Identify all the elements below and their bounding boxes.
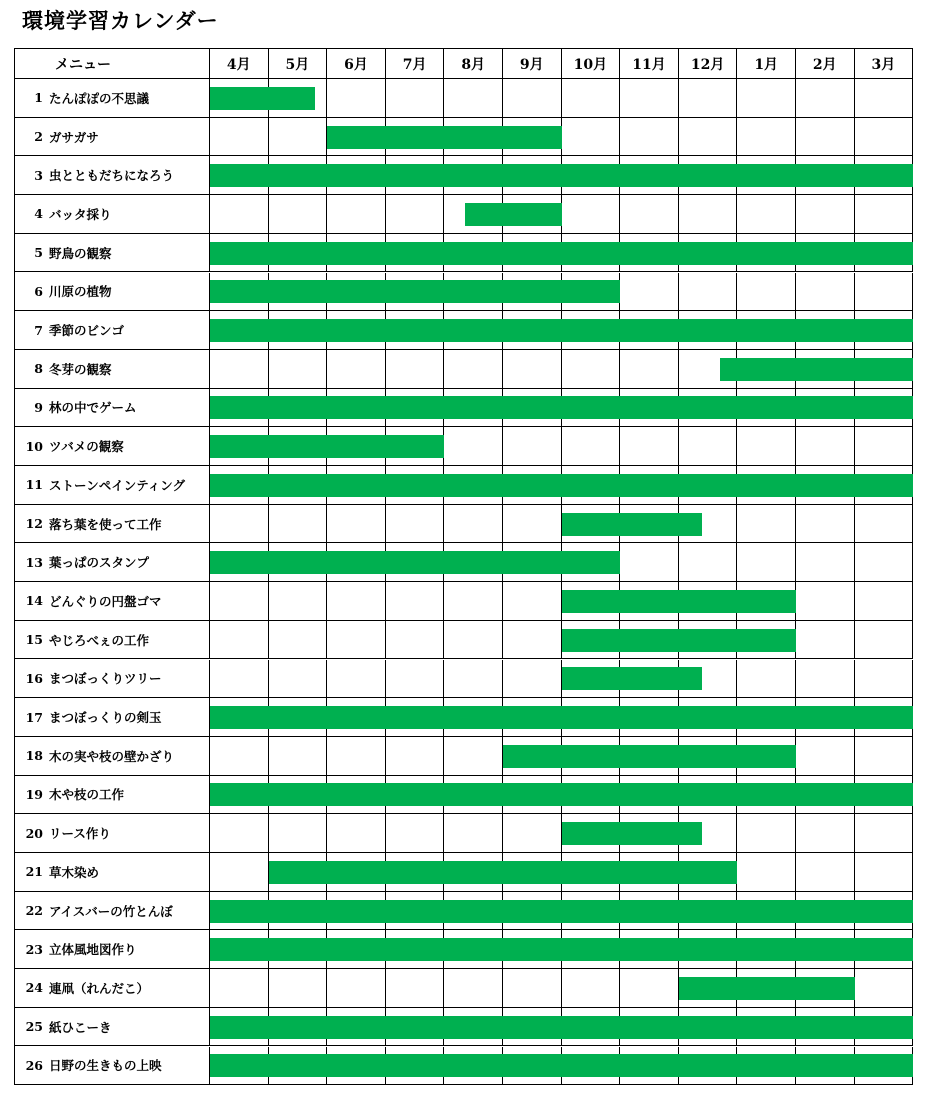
month-cell <box>269 737 328 776</box>
month-cell <box>796 582 855 621</box>
month-header: 6月 <box>327 49 386 79</box>
menu-item-label <box>15 505 210 544</box>
menu-item-name: ガサガサ <box>49 129 99 145</box>
menu-item-name: 林の中でゲーム <box>49 400 137 416</box>
menu-item-label <box>15 621 210 660</box>
month-cell <box>269 814 328 853</box>
month-cell <box>444 350 503 389</box>
menu-item-name: ツバメの観察 <box>49 439 124 455</box>
month-cell <box>327 969 386 1008</box>
month-cell <box>796 737 855 776</box>
month-cell <box>855 737 914 776</box>
month-cell <box>737 814 796 853</box>
month-cell <box>796 853 855 892</box>
menu-item-number: 13 <box>25 554 43 570</box>
month-cell <box>855 660 914 699</box>
menu-item-name: まつぼっくりツリー <box>49 671 162 687</box>
menu-item-number: 6 <box>34 283 43 299</box>
activity-period-bar <box>210 164 913 187</box>
month-header: 8月 <box>444 49 503 79</box>
month-cell <box>444 505 503 544</box>
menu-item-number: 24 <box>25 980 43 996</box>
month-header: 5月 <box>269 49 328 79</box>
month-cell <box>444 79 503 118</box>
menu-item-name: 冬芽の観察 <box>49 361 112 377</box>
month-cell <box>796 621 855 660</box>
month-cell <box>210 118 269 157</box>
menu-item-name: 立体風地図作り <box>49 942 137 958</box>
menu-item-number: 19 <box>25 786 43 802</box>
month-cell <box>327 505 386 544</box>
month-cell <box>386 737 445 776</box>
month-cell <box>796 505 855 544</box>
activity-period-bar <box>210 900 913 923</box>
menu-item-name: 川原の植物 <box>49 284 112 300</box>
month-cell <box>210 737 269 776</box>
month-cell <box>503 814 562 853</box>
month-cell <box>737 273 796 312</box>
menu-item-number: 9 <box>34 399 43 415</box>
activity-period-bar <box>210 1054 913 1077</box>
month-cell <box>679 79 738 118</box>
month-cell <box>562 195 621 234</box>
menu-item-name: 虫とともだちになろう <box>49 168 175 184</box>
month-cell <box>737 79 796 118</box>
month-cell <box>503 582 562 621</box>
activity-period-bar <box>210 435 444 458</box>
month-cell <box>386 505 445 544</box>
menu-item-number: 1 <box>34 90 43 106</box>
menu-item-name: 木や枝の工作 <box>49 787 125 803</box>
menu-item-number: 21 <box>25 864 43 880</box>
month-cell <box>620 427 679 466</box>
activity-period-bar <box>210 396 913 419</box>
menu-column-header: メニュー <box>15 49 210 79</box>
month-cell <box>679 118 738 157</box>
month-cell <box>444 582 503 621</box>
menu-item-number: 20 <box>25 825 43 841</box>
activity-period-bar <box>210 706 913 729</box>
menu-item-name: やじろべぇの工作 <box>49 632 150 648</box>
menu-item-number: 5 <box>34 245 43 261</box>
activity-period-bar <box>679 977 855 1000</box>
month-cell <box>503 79 562 118</box>
month-cell <box>796 814 855 853</box>
month-cell <box>210 195 269 234</box>
month-cell <box>327 79 386 118</box>
month-cell <box>737 660 796 699</box>
menu-item-label <box>15 582 210 621</box>
month-cell <box>737 505 796 544</box>
menu-item-number: 2 <box>34 129 43 145</box>
menu-item-name: 草木染め <box>49 864 100 880</box>
month-cell <box>503 427 562 466</box>
month-cell <box>737 118 796 157</box>
menu-item-number: 11 <box>25 477 43 493</box>
menu-item-name: 紙ひこーき <box>49 1019 112 1035</box>
menu-item-name: 連凧（れんだこ） <box>49 980 150 996</box>
month-cell <box>269 195 328 234</box>
month-cell <box>679 195 738 234</box>
menu-item-label <box>15 466 210 505</box>
month-cell <box>503 660 562 699</box>
month-cell <box>444 814 503 853</box>
month-cell <box>210 505 269 544</box>
month-cell <box>269 969 328 1008</box>
month-cell <box>796 543 855 582</box>
month-cell <box>327 814 386 853</box>
month-cell <box>210 660 269 699</box>
month-cell <box>386 582 445 621</box>
month-cell <box>796 660 855 699</box>
month-cell <box>855 195 914 234</box>
menu-item-number: 4 <box>34 206 43 222</box>
month-cell <box>855 814 914 853</box>
month-cell <box>620 969 679 1008</box>
month-cell <box>386 79 445 118</box>
month-cell <box>620 273 679 312</box>
menu-item-name: 葉っぱのスタンプ <box>49 555 150 571</box>
activity-period-bar <box>720 358 913 381</box>
menu-item-label <box>15 350 210 389</box>
menu-item-label <box>15 892 210 931</box>
month-cell <box>503 621 562 660</box>
month-cell <box>855 621 914 660</box>
menu-item-label <box>15 660 210 699</box>
month-cell <box>210 582 269 621</box>
menu-item-label <box>15 776 210 815</box>
activity-period-bar <box>210 783 913 806</box>
menu-item-number: 7 <box>34 322 43 338</box>
month-cell <box>796 118 855 157</box>
menu-item-label <box>15 930 210 969</box>
activity-period-bar <box>210 87 315 110</box>
month-cell <box>327 582 386 621</box>
month-cell <box>620 79 679 118</box>
environmental-calendar-table <box>14 48 913 1085</box>
month-cell <box>503 350 562 389</box>
month-cell <box>327 660 386 699</box>
month-header: 3月 <box>855 49 914 79</box>
activity-period-bar <box>269 861 738 884</box>
month-cell <box>503 969 562 1008</box>
month-header: 7月 <box>386 49 445 79</box>
month-cell <box>562 118 621 157</box>
month-cell <box>444 737 503 776</box>
month-cell <box>327 195 386 234</box>
page-title: 環境学習カレンダー <box>22 8 219 33</box>
month-cell <box>855 582 914 621</box>
month-cell <box>503 505 562 544</box>
menu-item-number: 26 <box>25 1057 43 1073</box>
menu-item-label <box>15 1047 210 1086</box>
month-cell <box>386 195 445 234</box>
activity-period-bar <box>562 667 703 690</box>
menu-item-name: まつぼっくりの剣玉 <box>49 710 162 726</box>
month-cell <box>210 350 269 389</box>
menu-item-number: 15 <box>25 632 43 648</box>
menu-item-name: バッタ採り <box>49 206 112 222</box>
month-cell <box>562 427 621 466</box>
menu-item-number: 8 <box>34 361 43 377</box>
month-cell <box>210 621 269 660</box>
menu-item-name: アイスバーの竹とんぼ <box>49 903 173 919</box>
month-cell <box>855 79 914 118</box>
menu-item-number: 25 <box>25 1019 43 1035</box>
month-cell <box>562 350 621 389</box>
month-cell <box>386 660 445 699</box>
activity-period-bar <box>210 938 913 961</box>
menu-item-label <box>15 118 210 157</box>
month-cell <box>855 853 914 892</box>
month-header: 10月 <box>562 49 621 79</box>
month-cell <box>620 195 679 234</box>
month-cell <box>444 660 503 699</box>
month-cell <box>796 427 855 466</box>
month-cell <box>562 79 621 118</box>
month-header: 12月 <box>679 49 738 79</box>
menu-item-label <box>15 1008 210 1047</box>
month-cell <box>620 543 679 582</box>
month-cell <box>386 814 445 853</box>
month-cell <box>737 195 796 234</box>
activity-period-bar <box>210 242 913 265</box>
menu-item-name: ストーンペインティング <box>49 477 186 493</box>
month-cell <box>269 118 328 157</box>
menu-item-number: 10 <box>25 438 43 454</box>
month-header: 2月 <box>796 49 855 79</box>
activity-period-bar <box>210 319 913 342</box>
activity-period-bar <box>465 203 562 226</box>
month-header: 4月 <box>210 49 269 79</box>
menu-item-number: 22 <box>25 903 43 919</box>
activity-period-bar <box>210 474 913 497</box>
menu-item-number: 3 <box>34 167 43 183</box>
month-cell <box>679 543 738 582</box>
menu-item-label <box>15 195 210 234</box>
month-header: 11月 <box>620 49 679 79</box>
menu-item-name: 季節のビンゴ <box>49 323 125 339</box>
month-cell <box>386 621 445 660</box>
menu-item-name: 落ち葉を使って工作 <box>49 516 162 532</box>
month-cell <box>620 350 679 389</box>
month-cell <box>386 350 445 389</box>
menu-item-label <box>15 311 210 350</box>
month-cell <box>269 660 328 699</box>
month-header: 1月 <box>737 49 796 79</box>
month-cell <box>327 350 386 389</box>
month-cell <box>855 273 914 312</box>
month-cell <box>855 543 914 582</box>
activity-period-bar <box>210 280 620 303</box>
month-cell <box>855 969 914 1008</box>
month-cell <box>444 427 503 466</box>
month-cell <box>269 621 328 660</box>
month-cell <box>737 543 796 582</box>
menu-item-number: 18 <box>25 748 43 764</box>
menu-item-number: 17 <box>25 709 43 725</box>
month-cell <box>386 969 445 1008</box>
month-cell <box>210 814 269 853</box>
month-cell <box>796 195 855 234</box>
activity-period-bar <box>210 551 620 574</box>
menu-item-label <box>15 389 210 428</box>
menu-item-number: 16 <box>25 670 43 686</box>
menu-item-label <box>15 853 210 892</box>
menu-item-label <box>15 543 210 582</box>
menu-item-label <box>15 698 210 737</box>
menu-item-name: リース作り <box>49 826 111 842</box>
month-cell <box>269 350 328 389</box>
menu-item-number: 14 <box>25 593 43 609</box>
month-header: 9月 <box>503 49 562 79</box>
menu-item-name: 木の実や枝の壁かざり <box>49 748 175 764</box>
menu-item-name: 野鳥の観察 <box>49 245 112 261</box>
month-cell <box>855 118 914 157</box>
menu-item-name: どんぐりの円盤ゴマ <box>49 593 162 609</box>
menu-item-label <box>15 234 210 273</box>
menu-item-label <box>15 156 210 195</box>
menu-item-name: 日野の生きもの上映 <box>49 1058 162 1074</box>
month-cell <box>327 621 386 660</box>
month-cell <box>620 118 679 157</box>
menu-item-name: たんぽぽの不思議 <box>49 90 150 106</box>
menu-item-label <box>15 79 210 118</box>
month-cell <box>444 621 503 660</box>
activity-period-bar <box>562 629 796 652</box>
menu-item-label <box>15 273 210 312</box>
month-cell <box>796 273 855 312</box>
month-cell <box>737 853 796 892</box>
menu-item-label <box>15 814 210 853</box>
menu-item-label <box>15 969 210 1008</box>
month-cell <box>855 427 914 466</box>
month-cell <box>679 427 738 466</box>
menu-item-label <box>15 427 210 466</box>
month-cell <box>269 505 328 544</box>
menu-item-number: 12 <box>25 516 43 532</box>
month-cell <box>796 79 855 118</box>
activity-period-bar <box>562 822 703 845</box>
month-cell <box>855 505 914 544</box>
month-cell <box>562 969 621 1008</box>
menu-item-number: 23 <box>25 941 43 957</box>
menu-item-label <box>15 737 210 776</box>
month-cell <box>737 427 796 466</box>
month-cell <box>210 969 269 1008</box>
activity-period-bar <box>210 1016 913 1039</box>
month-cell <box>269 582 328 621</box>
month-cell <box>444 969 503 1008</box>
month-cell <box>327 737 386 776</box>
activity-period-bar <box>562 590 796 613</box>
activity-period-bar <box>562 513 703 536</box>
activity-period-bar <box>327 126 561 149</box>
month-cell <box>210 853 269 892</box>
month-cell <box>679 273 738 312</box>
activity-period-bar <box>503 745 796 768</box>
